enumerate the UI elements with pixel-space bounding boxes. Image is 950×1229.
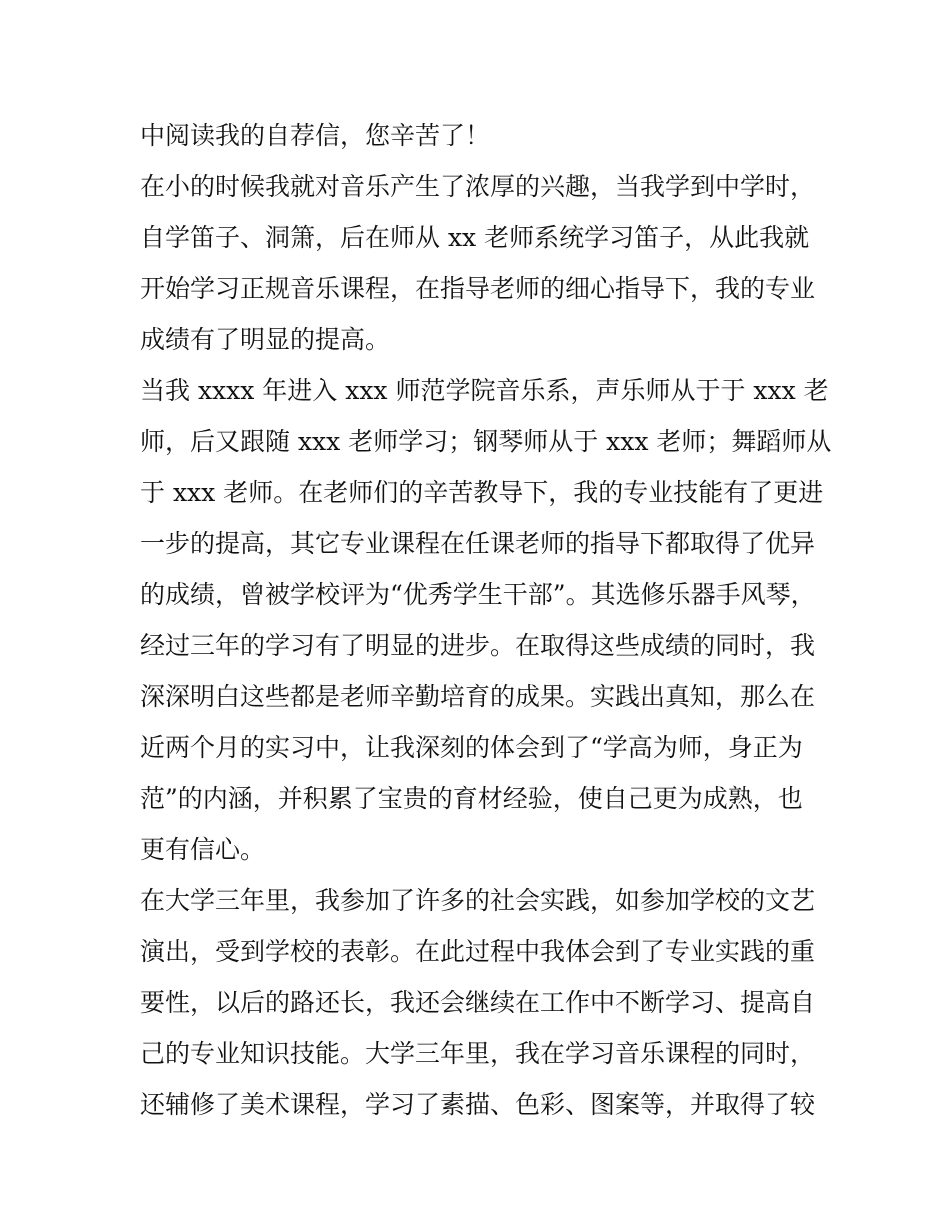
- text-line: 更有信心。: [140, 835, 266, 864]
- text-line: 演出，受到学校的表彰。在此过程中我体会到了专业实践的重: [140, 937, 816, 966]
- text-line: 于 xxx 老师。在老师们的辛苦教导下，我的专业技能有了更进: [140, 478, 824, 507]
- text-line: 成绩有了明显的提高。: [140, 325, 391, 354]
- letter-body: [140, 110, 830, 1130]
- text-line: 中阅读我的自荐信，您辛苦了！: [140, 121, 491, 150]
- text-line: 当我 xxxx 年进入 xxx 师范学院音乐系，声乐师从于于 xxx 老: [140, 376, 829, 405]
- text-line: 开始学习正规音乐课程，在指导老师的细心指导下，我的专业: [140, 274, 816, 303]
- text-line: 要性，以后的路还长，我还会继续在工作中不断学习、提高自: [140, 988, 816, 1017]
- text-line: 近两个月的实习中，让我深刻的体会到了“学高为师，身正为: [140, 733, 803, 762]
- text-line: 自学笛子、洞箫，后在师从 xx 老师系统学习笛子，从此我就: [140, 223, 810, 252]
- text-line: 经过三年的学习有了明显的进步。在取得这些成绩的同时，我: [140, 631, 816, 660]
- text-line: 在小的时候我就对音乐产生了浓厚的兴趣，当我学到中学时，: [140, 172, 816, 201]
- text-line: 师，后又跟随 xxx 老师学习；钢琴师从于 xxx 老师；舞蹈师从: [140, 427, 832, 456]
- text-line: 的成绩，曾被学校评为“优秀学生干部”。其选修乐器手风琴，: [140, 580, 816, 609]
- text-line: 范”的内涵，并积累了宝贵的育材经验，使自己更为成熟，也: [140, 784, 803, 813]
- text-line: 深深明白这些都是老师辛勤培育的成果。实践出真知，那么在: [140, 682, 816, 711]
- text-line: 一步的提高，其它专业课程在任课老师的指导下都取得了优异: [140, 529, 816, 558]
- text-line: 还辅修了美术课程，学习了素描、色彩、图案等，并取得了较: [140, 1090, 816, 1119]
- text-line: 在大学三年里，我参加了许多的社会实践，如参加学校的文艺: [140, 886, 816, 915]
- text-line: 己的专业知识技能。大学三年里，我在学习音乐课程的同时，: [140, 1039, 816, 1068]
